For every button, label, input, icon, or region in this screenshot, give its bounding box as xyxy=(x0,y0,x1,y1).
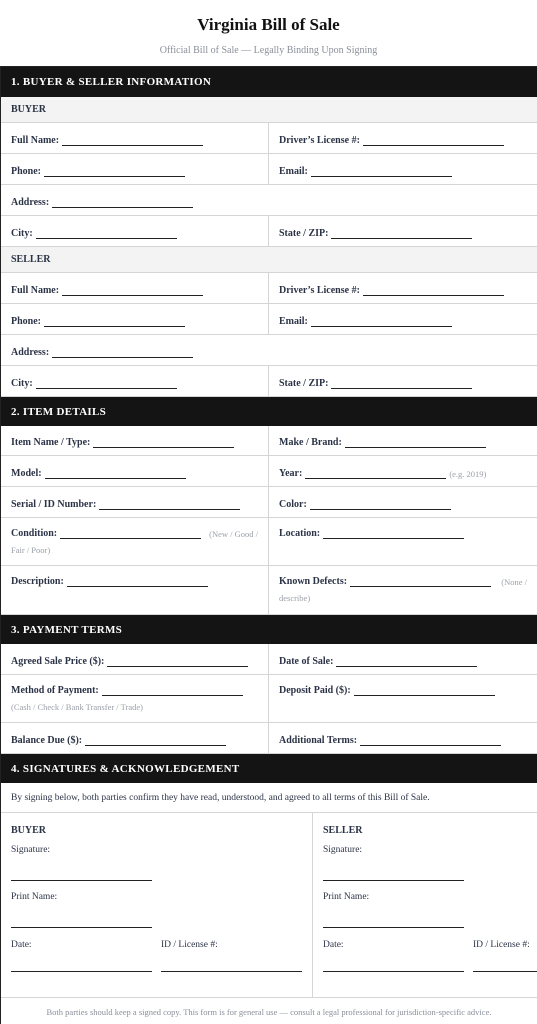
seller-license-field[interactable] xyxy=(363,284,504,296)
section-2-heading: 2. ITEM DETAILS xyxy=(1,397,537,426)
additional-terms-field[interactable] xyxy=(360,734,501,746)
form xyxy=(0,66,537,1024)
seller-row-city xyxy=(1,366,537,397)
item-row-description xyxy=(1,566,537,615)
buyer-date-label: Date: xyxy=(11,940,32,950)
buyer-signature-label: Signature: xyxy=(11,845,51,855)
model-field[interactable] xyxy=(45,467,186,479)
seller-city-field[interactable] xyxy=(36,377,177,389)
deposit-label: Deposit Paid ($): xyxy=(279,685,351,696)
seller-email-label: Email: xyxy=(279,316,308,327)
make-label: Make / Brand: xyxy=(279,437,342,448)
description-label: Description: xyxy=(11,576,64,587)
serial-label: Serial / ID Number: xyxy=(11,499,97,510)
buyer-phone-field[interactable] xyxy=(44,165,185,177)
buyer-row-name xyxy=(1,123,537,154)
seller-phone-label: Phone: xyxy=(11,316,41,327)
footer-note: Both parties should keep a signed copy. This form is for general use — consult a legal professional for jurisdiction-specific advice. xyxy=(46,1007,492,1017)
item-row-condition xyxy=(1,518,537,566)
buyer-city-field[interactable] xyxy=(36,227,177,239)
seller-city-label: City: xyxy=(11,378,33,389)
buyer-email-field[interactable] xyxy=(311,165,452,177)
buyer-email-label: Email: xyxy=(279,166,308,177)
signature-block xyxy=(1,813,537,998)
seller-address-field[interactable] xyxy=(52,346,193,358)
item-name-field[interactable] xyxy=(93,436,234,448)
seller-full-name-field[interactable] xyxy=(62,284,203,296)
defects-hint-a: (None / xyxy=(501,577,527,587)
seller-email-field[interactable] xyxy=(311,315,452,327)
year-field[interactable] xyxy=(305,467,446,479)
seller-row-contact xyxy=(1,304,537,335)
item-name-label: Item Name / Type: xyxy=(11,437,91,448)
buyer-license-field[interactable] xyxy=(363,134,504,146)
buyer-license-label: Driver’s License #: xyxy=(279,135,360,146)
buyer-date-field[interactable] xyxy=(11,971,152,972)
location-label: Location: xyxy=(279,528,321,539)
seller-full-name-label: Full Name: xyxy=(11,285,60,296)
buyer-row-address xyxy=(1,185,537,216)
year-label: Year: xyxy=(279,468,303,479)
color-field[interactable] xyxy=(310,498,451,510)
buyer-row-city xyxy=(1,216,537,247)
buyer-address-field[interactable] xyxy=(52,196,193,208)
seller-signature-heading: SELLER xyxy=(323,825,363,836)
buyer-full-name-label: Full Name: xyxy=(11,135,60,146)
balance-label: Balance Due ($): xyxy=(11,735,83,746)
buyer-signature-field[interactable] xyxy=(11,880,152,881)
price-label: Agreed Sale Price ($): xyxy=(11,656,105,667)
method-field[interactable] xyxy=(102,684,243,696)
page-subtitle: Official Bill of Sale — Legally Binding Upon Signing xyxy=(159,45,378,56)
payment-row-price xyxy=(1,644,537,675)
buyer-address-label: Address: xyxy=(11,197,50,208)
condition-field[interactable] xyxy=(60,527,201,539)
serial-field[interactable] xyxy=(99,498,240,510)
year-hint: (e.g. 2019) xyxy=(449,469,487,479)
buyer-state-zip-label: State / ZIP: xyxy=(279,228,329,239)
balance-field[interactable] xyxy=(85,734,226,746)
item-row-serial xyxy=(1,487,537,518)
description-field[interactable] xyxy=(67,575,208,587)
condition-hint-a: (New / Good / xyxy=(209,529,258,539)
buyer-signature-heading: BUYER xyxy=(11,825,47,836)
buyer-id-field[interactable] xyxy=(161,971,302,972)
buyer-state-zip-field[interactable] xyxy=(331,227,472,239)
seller-date-label: Date: xyxy=(323,940,344,950)
section-4-heading: 4. SIGNATURES & ACKNOWLEDGEMENT xyxy=(1,754,537,783)
seller-address-label: Address: xyxy=(11,347,50,358)
location-field[interactable] xyxy=(323,527,464,539)
method-hint: (Cash / Check / Bank Transfer / Trade) xyxy=(11,702,143,712)
seller-state-zip-label: State / ZIP: xyxy=(279,378,329,389)
seller-print-name-field[interactable] xyxy=(323,927,464,928)
seller-signature-column xyxy=(312,813,537,997)
seller-date-field[interactable] xyxy=(323,971,464,972)
buyer-row-contact xyxy=(1,154,537,185)
seller-print-name-label: Print Name: xyxy=(323,892,370,902)
page-title: Virginia Bill of Sale xyxy=(197,15,340,34)
seller-row-name xyxy=(1,273,537,304)
additional-terms-label: Additional Terms: xyxy=(279,735,358,746)
condition-label: Condition: xyxy=(11,528,58,539)
buyer-id-label: ID / License #: xyxy=(161,940,218,950)
seller-subheading: SELLER xyxy=(1,247,537,273)
price-field[interactable] xyxy=(107,655,248,667)
signature-intro: By signing below, both parties confirm they have read, understood, and agreed to all terms of this Bill of Sale. xyxy=(1,783,537,813)
model-label: Model: xyxy=(11,468,42,479)
buyer-full-name-field[interactable] xyxy=(62,134,203,146)
seller-phone-field[interactable] xyxy=(44,315,185,327)
seller-signature-field[interactable] xyxy=(323,880,464,881)
payment-row-balance xyxy=(1,723,537,754)
seller-row-address xyxy=(1,335,537,366)
payment-row-method xyxy=(1,675,537,723)
method-label: Method of Payment: xyxy=(11,685,99,696)
make-field[interactable] xyxy=(345,436,486,448)
sale-date-field[interactable] xyxy=(336,655,477,667)
section-1-heading: 1. BUYER & SELLER INFORMATION xyxy=(1,67,537,97)
buyer-subheading: BUYER xyxy=(1,97,537,123)
deposit-field[interactable] xyxy=(354,684,495,696)
seller-state-zip-field[interactable] xyxy=(331,377,472,389)
sale-date-label: Date of Sale: xyxy=(279,656,334,667)
buyer-signature-column xyxy=(1,813,312,997)
buyer-print-name-label: Print Name: xyxy=(11,892,58,902)
defects-field[interactable] xyxy=(350,575,491,587)
buyer-phone-label: Phone: xyxy=(11,166,41,177)
seller-id-field[interactable] xyxy=(473,971,537,972)
defects-label: Known Defects: xyxy=(279,576,348,587)
section-3-heading: 3. PAYMENT TERMS xyxy=(1,615,537,644)
seller-id-label: ID / License #: xyxy=(473,940,530,950)
defects-hint-b: describe) xyxy=(279,593,311,603)
buyer-print-name-field[interactable] xyxy=(11,927,152,928)
buyer-city-label: City: xyxy=(11,228,33,239)
item-row-name xyxy=(1,426,537,456)
item-row-model xyxy=(1,456,537,487)
condition-hint-b: Fair / Poor) xyxy=(11,545,51,555)
seller-license-label: Driver’s License #: xyxy=(279,285,360,296)
seller-signature-label: Signature: xyxy=(323,845,363,855)
color-label: Color: xyxy=(279,499,307,510)
